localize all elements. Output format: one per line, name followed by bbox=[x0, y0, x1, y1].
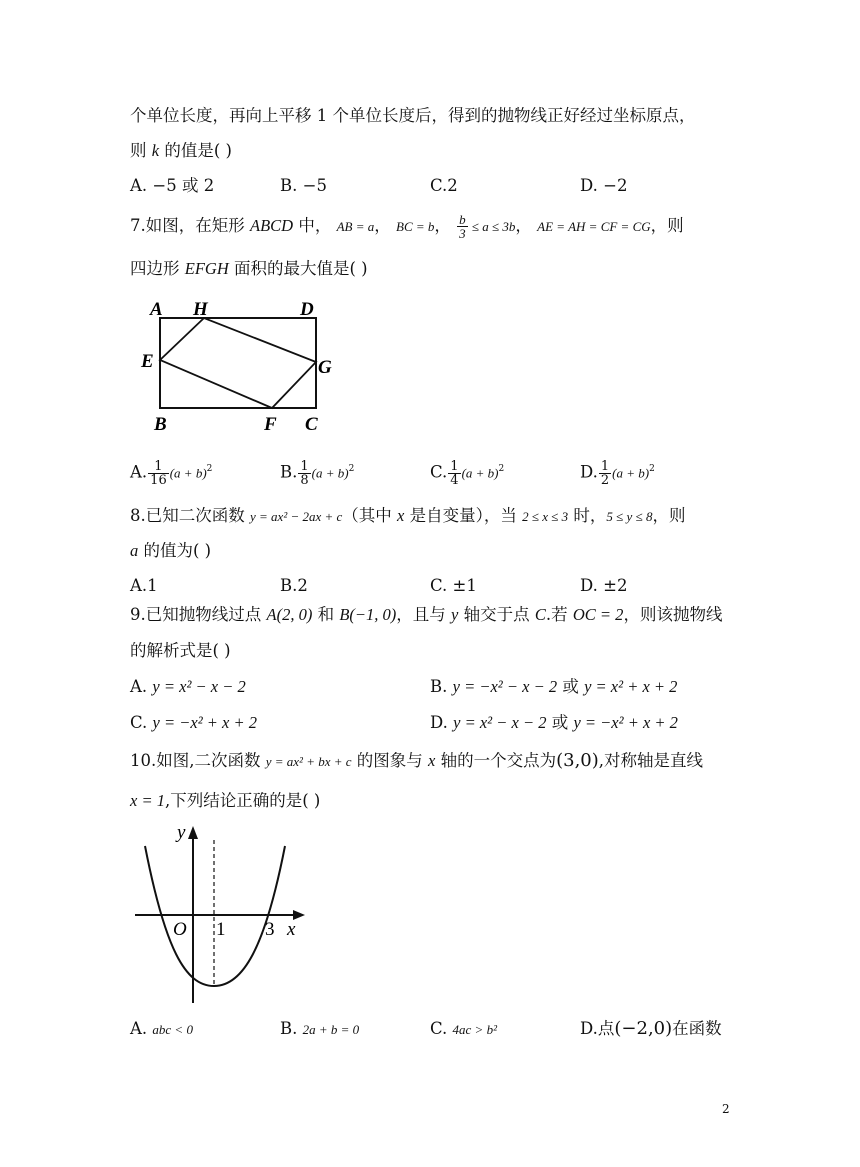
q6-var-k: k bbox=[151, 141, 160, 160]
q8-line-2 bbox=[130, 540, 211, 562]
q7-cond-equal: AE = AH = CF = CG bbox=[537, 219, 651, 234]
q9-opt-b-label: B. bbox=[430, 677, 453, 696]
q10-option-c bbox=[430, 1018, 497, 1041]
q8-range-y: 5 ≤ y ≤ 8 bbox=[606, 509, 653, 524]
q10-option-b bbox=[280, 1018, 359, 1041]
q9-option-c bbox=[130, 712, 257, 734]
q10-text-mid2: 轴的一个交点为 bbox=[435, 751, 557, 770]
q7-opt-c-label: C. bbox=[430, 462, 448, 482]
q9-opt-b-or: 或 bbox=[557, 677, 585, 696]
q7-line-1: 7.如图，在矩形 ABCD 中， AB = a， BC = b， $\frac{b}{3}$ ≤ a ≤ 3b， AE = AH = CF = CG，则 bbox=[130, 212, 684, 241]
q10-axis-expr: x = 1 bbox=[130, 791, 165, 810]
q10-opt-d-point: (−2,0) bbox=[614, 1018, 673, 1039]
q10-opt-b-expr: 2a + b = 0 bbox=[302, 1022, 360, 1037]
frac-den: 16 bbox=[150, 472, 167, 488]
q7-opt-b-expr: (a + b) bbox=[311, 465, 349, 481]
q7-text-end: ，则 bbox=[650, 216, 684, 235]
q9-opt-d-expr1: y = x² − x − 2 bbox=[453, 713, 547, 732]
q6-line-1: 个单位长度，再向上平移 1 个单位长度后，得到的抛物线正好经过坐标原点， bbox=[130, 106, 696, 125]
frac-den: 4 bbox=[450, 472, 459, 488]
q9-text-mid2: ，且与 bbox=[396, 605, 452, 624]
q9-cond: OC = 2 bbox=[572, 605, 624, 624]
q7-opt-c-exp: 2 bbox=[498, 464, 505, 474]
q10-opt-b-label: B. bbox=[280, 1019, 303, 1038]
q9-opt-c-label: C. bbox=[130, 713, 153, 732]
q6-text: 则 bbox=[130, 141, 152, 160]
q9-point-b: B(−1, 0) bbox=[339, 605, 397, 624]
q7-text: 7.如图，在矩形 bbox=[130, 216, 250, 235]
q10-line-1 bbox=[130, 750, 703, 773]
q7-opt-d-expr: (a + b) bbox=[612, 465, 650, 481]
label-g: G bbox=[318, 357, 332, 378]
q7-line-2 bbox=[130, 258, 368, 280]
label-o: O bbox=[173, 919, 187, 940]
q6-option-a: A. −5 或 2 bbox=[130, 176, 215, 195]
q10-opt-a-label: A. bbox=[130, 1019, 153, 1038]
label-d: D bbox=[300, 299, 314, 320]
q7-opt-a-label: A. bbox=[130, 462, 148, 482]
q7-text-mid: 中， bbox=[293, 216, 332, 235]
q9-text-end: ，则该抛物线 bbox=[623, 605, 723, 624]
q9-text-mid4: .若 bbox=[545, 605, 573, 624]
q10-text: 10.如图,二次函数 bbox=[130, 751, 266, 770]
frac-num: 1 bbox=[600, 458, 610, 474]
q8-range-x: 2 ≤ x ≤ 3 bbox=[522, 509, 569, 524]
q8-text-mid3: 时， bbox=[568, 506, 607, 525]
q10-opt-a-expr: abc < 0 bbox=[152, 1022, 193, 1037]
label-3: 3 bbox=[265, 919, 275, 940]
q8-text: 8.已知二次函数 bbox=[130, 506, 250, 525]
q8-var-a: a bbox=[130, 541, 139, 560]
q6-option-d: D. −2 bbox=[580, 176, 628, 195]
q10-point: (3,0) bbox=[556, 750, 599, 771]
q9-line-2: 的解析式是( ) bbox=[130, 641, 231, 660]
frac-num: 1 bbox=[450, 458, 459, 474]
q7-opt-b-frac bbox=[298, 460, 310, 487]
q8-option-a: A.1 bbox=[130, 576, 158, 595]
q9-text-mid3: 轴交于点 bbox=[458, 605, 535, 624]
quad-efgh bbox=[160, 318, 316, 408]
q7-opt-b-label: B. bbox=[280, 462, 298, 482]
q9-text: 9.已知抛物线过点 bbox=[130, 605, 267, 624]
q8-var-x: x bbox=[397, 506, 405, 525]
q9-opt-d-expr2: y = −x² + x + 2 bbox=[573, 713, 678, 732]
q7-opt-b-exp: 2 bbox=[348, 464, 355, 474]
q9-point-c: C bbox=[534, 605, 546, 624]
q7-frac bbox=[457, 213, 468, 240]
q9-opt-a-expr: y = x² − x − 2 bbox=[152, 677, 246, 696]
q9-line-1 bbox=[130, 604, 722, 626]
q10-figure-parabola bbox=[125, 818, 320, 1008]
q9-opt-d-label: D. bbox=[430, 713, 454, 732]
q6-option-b: B. −5 bbox=[280, 176, 327, 195]
q7-frac-den: 3 bbox=[459, 226, 466, 241]
q7-frac-num: b bbox=[459, 212, 466, 227]
label-f: F bbox=[264, 414, 277, 435]
page-number: 2 bbox=[722, 1102, 730, 1116]
q9-opt-c-expr: y = −x² + x + 2 bbox=[152, 713, 257, 732]
q10-opt-c-expr: 4ac > b² bbox=[452, 1022, 497, 1037]
q7-cond-bc: BC = b bbox=[396, 219, 435, 234]
q9-opt-d-or: 或 bbox=[546, 713, 574, 732]
q8-option-b: B.2 bbox=[280, 576, 308, 595]
frac-num: 1 bbox=[148, 460, 169, 474]
label-b: B bbox=[154, 414, 167, 435]
q6-option-c: C.2 bbox=[430, 176, 458, 195]
label-1: 1 bbox=[216, 919, 226, 940]
q7-cond-range: ≤ a ≤ 3b bbox=[468, 219, 516, 234]
q9-text-mid: 和 bbox=[312, 605, 340, 624]
label-c: C bbox=[305, 414, 318, 435]
q8-text-end: ，则 bbox=[652, 506, 686, 525]
q10-option-d bbox=[580, 1018, 722, 1040]
q7-figure-rectangle bbox=[140, 292, 340, 437]
q8-option-c: C. ±1 bbox=[430, 576, 477, 595]
label-x: x bbox=[287, 919, 296, 940]
q10-opt-d-text: 在函数 bbox=[672, 1019, 722, 1038]
label-e: E bbox=[141, 351, 154, 372]
frac-den: 2 bbox=[600, 472, 610, 488]
q7-opt-a-expr: (a + b) bbox=[169, 465, 207, 481]
q10-opt-d-label: D.点 bbox=[580, 1019, 615, 1038]
q8-line-1 bbox=[130, 505, 685, 528]
q10-text2: ,下列结论正确的是( ) bbox=[164, 791, 321, 810]
q7-option-c bbox=[430, 458, 504, 487]
q9-opt-a-label: A. bbox=[130, 677, 153, 696]
q7-opt-d-frac bbox=[599, 460, 611, 487]
q7-rect-name: ABCD bbox=[250, 216, 294, 235]
q7-option-a bbox=[130, 458, 212, 487]
q7-cond-ab: AB = a bbox=[336, 219, 375, 234]
q7-text2-end: 面积的最大值是( ) bbox=[228, 259, 368, 278]
q7-opt-d-exp: 2 bbox=[649, 464, 655, 474]
q10-option-a bbox=[130, 1018, 193, 1041]
q9-option-a bbox=[130, 676, 246, 698]
q9-var-y: y bbox=[451, 605, 459, 624]
q7-opt-c-expr: (a + b) bbox=[461, 465, 499, 481]
frac-num: 1 bbox=[300, 458, 309, 474]
q10-var-x: x bbox=[428, 751, 436, 770]
q10-text-mid: 的图象与 bbox=[351, 751, 429, 770]
q9-opt-b-expr1: y = −x² − x − 2 bbox=[452, 677, 558, 696]
q6-line-2 bbox=[130, 140, 232, 162]
q7-option-b bbox=[280, 458, 354, 487]
q8-text-mid: （其中 bbox=[342, 506, 398, 525]
q7-opt-a-exp: 2 bbox=[206, 464, 213, 474]
q10-text-end: ,对称轴是直线 bbox=[598, 751, 704, 770]
frac-den: 8 bbox=[300, 472, 309, 488]
q7-text2: 四边形 bbox=[130, 259, 185, 278]
q9-option-d bbox=[430, 712, 678, 734]
q7-quad-name: EFGH bbox=[184, 259, 229, 278]
q8-function: y = ax² − 2ax + c bbox=[250, 509, 343, 524]
label-h: H bbox=[193, 299, 208, 320]
q7-opt-d-label: D. bbox=[580, 462, 598, 482]
q7-opt-a-frac bbox=[148, 460, 169, 487]
y-axis-arrow bbox=[188, 826, 198, 839]
q9-option-b bbox=[430, 676, 677, 698]
q8-text-mid2: 是自变量），当 bbox=[404, 506, 523, 525]
q9-point-a: A(2, 0) bbox=[266, 605, 313, 624]
label-y: y bbox=[177, 822, 186, 843]
q7-option-d bbox=[580, 458, 655, 487]
q7-opt-c-frac bbox=[448, 460, 460, 487]
label-a: A bbox=[150, 299, 163, 320]
q9-opt-b-expr2: y = x² + x + 2 bbox=[584, 677, 678, 696]
q10-function: y = ax² + bx + c bbox=[265, 754, 352, 769]
q10-opt-c-label: C. bbox=[430, 1019, 453, 1038]
q10-line-2 bbox=[130, 790, 320, 812]
q8-option-d: D. ±2 bbox=[580, 576, 628, 595]
q6-text-end: 的值是( ) bbox=[159, 141, 232, 160]
q8-text2: 的值为( ) bbox=[138, 541, 212, 560]
